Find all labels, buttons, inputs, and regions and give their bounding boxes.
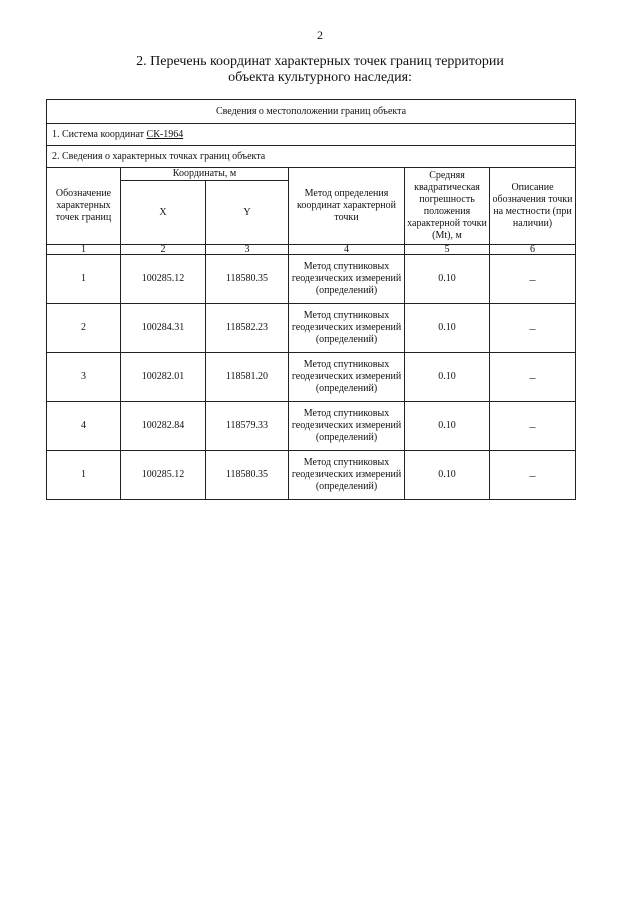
point-designation: 1 [47,451,121,500]
point-description: – [490,353,576,402]
table-row [47,255,576,304]
measurement-method: Метод спутниковых геодезических измерений (определений) [289,255,405,304]
coordinate-x: 100285.12 [121,255,206,304]
coordinate-x: 100284.31 [121,304,206,353]
coordinate-x: 100282.01 [121,353,206,402]
coordinates-table [46,99,576,500]
document-title-line-1: 2. Перечень координат характерных точек границ территории [136,54,504,69]
column-header-method: Метод определения координат характерной точки [289,168,405,245]
document-title-line-2: объекта культурного наследия: [228,70,412,85]
coordinate-x: 100282.84 [121,402,206,451]
table-row [47,353,576,402]
coordinate-y: 118579.33 [206,402,289,451]
point-description: – [490,402,576,451]
position-error: 0.10 [405,353,490,402]
point-description: – [490,304,576,353]
column-number: 6 [490,245,576,255]
document-title [60,54,580,86]
measurement-method: Метод спутниковых геодезических измерений (определений) [289,402,405,451]
points-info-header: 2. Сведения о характерных точках границ объекта [47,146,576,168]
position-error: 0.10 [405,304,490,353]
coordinate-system-row [47,124,576,146]
column-number: 1 [47,245,121,255]
point-designation: 2 [47,304,121,353]
column-number: 3 [206,245,289,255]
position-error: 0.10 [405,255,490,304]
column-header-x: X [121,181,206,245]
column-header-error: Средняя квадратическая погрешность положения характерной точки (Mt), м [405,168,490,245]
coordinate-system-label: 1. Система координат [52,128,147,140]
measurement-method: Метод спутниковых геодезических измерений (определений) [289,304,405,353]
location-info-header: Сведения о местоположении границ объекта [47,100,576,124]
point-designation: 1 [47,255,121,304]
measurement-method: Метод спутниковых геодезических измерений (определений) [289,451,405,500]
table-row [47,451,576,500]
column-header-coordinates: Координаты, м [121,168,289,181]
coordinate-y: 118580.35 [206,451,289,500]
table-row [47,402,576,451]
point-description: – [490,255,576,304]
position-error: 0.10 [405,402,490,451]
column-number-row [47,245,576,255]
measurement-method: Метод спутниковых геодезических измерений (определений) [289,353,405,402]
coordinate-x: 100285.12 [121,451,206,500]
column-header-y: Y [206,181,289,245]
column-number: 4 [289,245,405,255]
column-number: 2 [121,245,206,255]
point-designation: 4 [47,402,121,451]
coordinate-y: 118580.35 [206,255,289,304]
coordinate-system-name: СК-1964 [146,128,184,140]
point-description: – [490,451,576,500]
page-number: 2 [317,28,323,42]
coordinate-y: 118582.23 [206,304,289,353]
column-number: 5 [405,245,490,255]
position-error: 0.10 [405,451,490,500]
column-header-designation: Обозначение характерных точек границ [47,168,121,245]
point-designation: 3 [47,353,121,402]
column-header-description: Описание обозначения точки на местности (при наличии) [490,168,576,245]
coordinate-y: 118581.20 [206,353,289,402]
table-row [47,304,576,353]
